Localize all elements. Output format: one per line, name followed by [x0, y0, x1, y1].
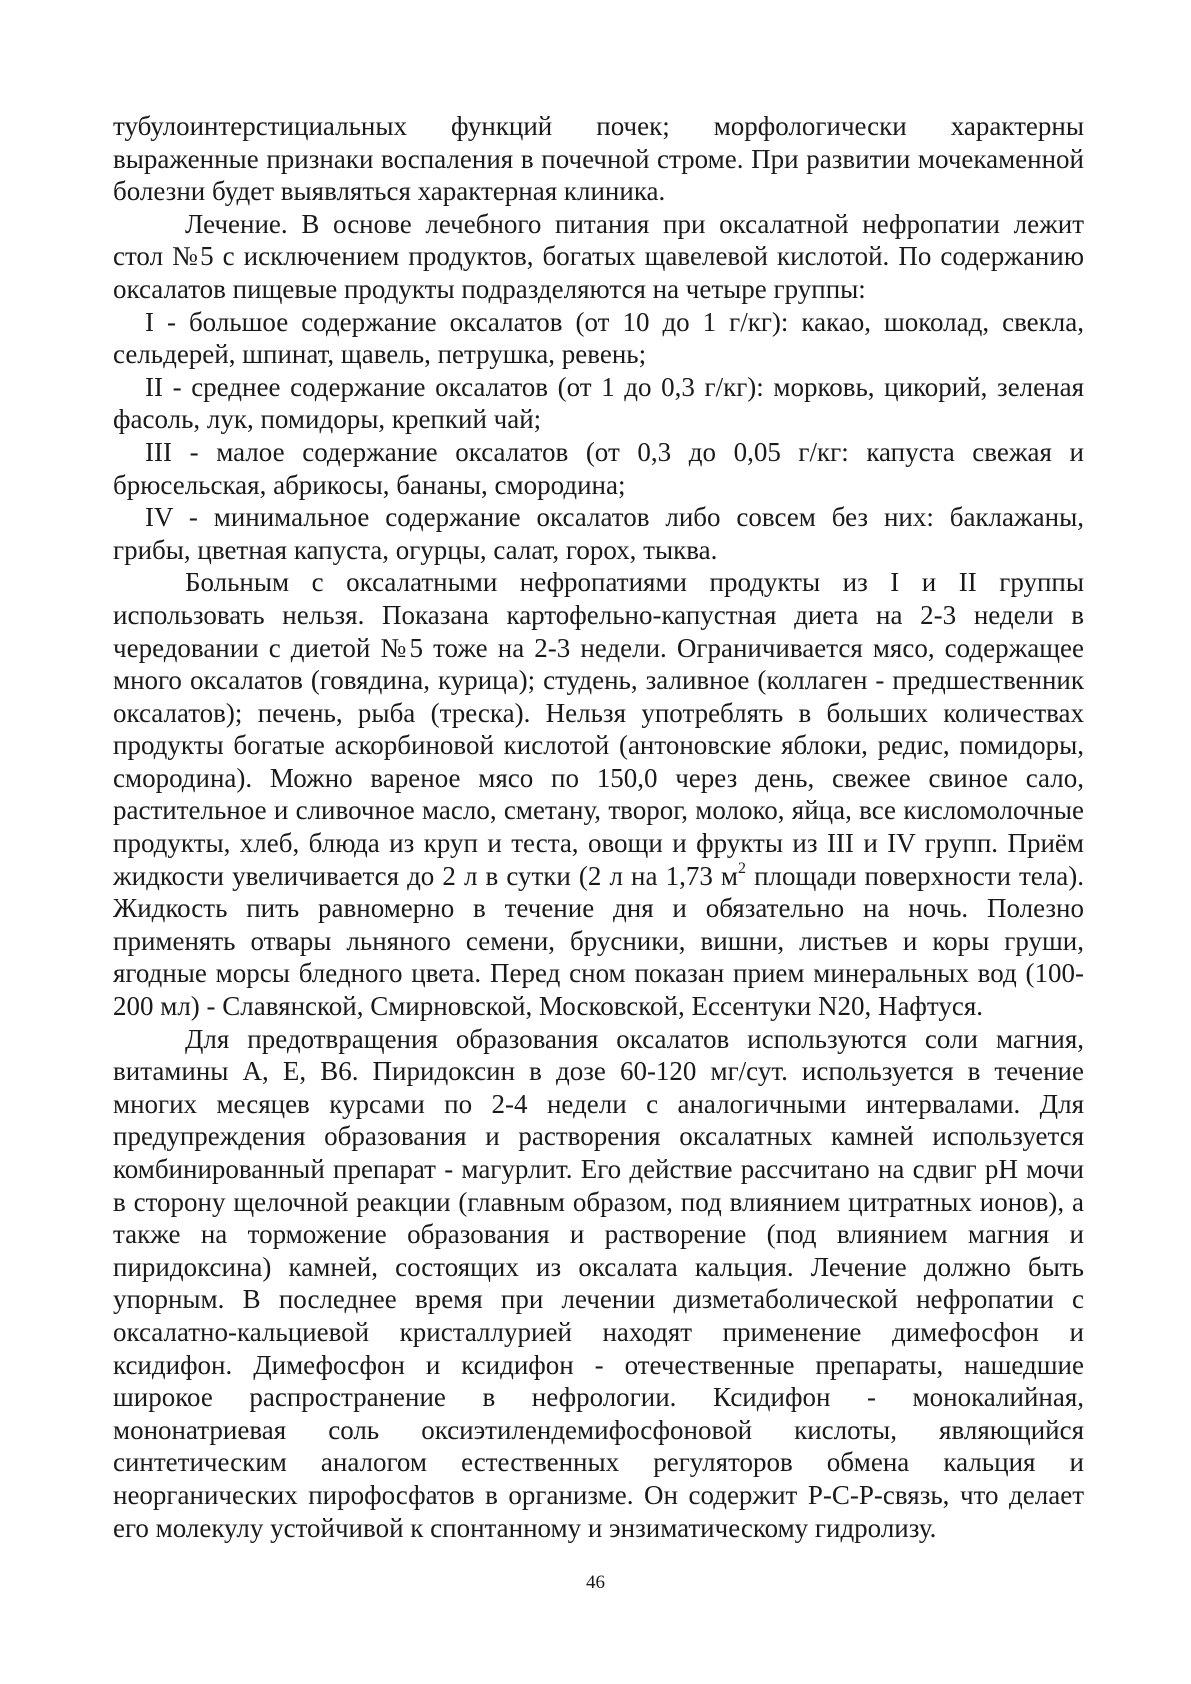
paragraph-prevention: Для предотвращения образования оксалатов используются соли магния, витамины А, Е, В6. Пиридоксин в дозе 60-120 мг/сут. используется в течение многих месяцев курсами по 2-4 недели с аналогичными интервалами. Для предупреждения образования и растворения оксалатных камней используется комбинированный препарат - магурлит. Его действие рассчитано на сдвиг рН мочи в сторону щелочной реакции (главным образом, под влиянием цитратных ионов), а также на торможение образования и растворение (под влиянием магния и пиридоксина) камней, состоящих из оксалата кальция. Лечение должно быть упорным. В последнее время при лечении дизметаболической нефропатии с оксалатно-кальциевой кристаллурией находят применение димефосфон и ксидифон. Димефосфон и ксидифон - отечественные препараты, нашедшие широкое распространение в нефрологии. Ксидифон - монокалийная, мононатриевая соль оксиэтилендемифосфоновой кислоты, являющийся синтетическим аналогом естественных регуляторов обмена кальция и неорганических пирофосфатов в организме. Он содержит Р-С-Р-связь, что делает его молекулу устойчивой к спонтанному и энзиматическому гидролизу.: [113, 1023, 1084, 1543]
list-item-group-3: III - малое содержание оксалатов (от 0,3 до 0,05 г/кг: капуста свежая и брюсельская, абрикосы, бананы, смородина;: [113, 436, 1084, 500]
list-item-group-1: I - большое содержание оксалатов (от 10 до 1 г/кг): какао, шоколад, свекла, сельдерей, шпинат, щавель, петрушка, ревень;: [113, 306, 1084, 370]
paragraph-diet-text-after: площади поверхности тела). Жидкость пить равномерно в течение дня и обязательно на ночь. Полезно применять отвары льняного семени, брусники, вишни, листьев и коры груши, ягодные морсы бледного цвета. Перед сном показан прием минеральных вод (100-200 мл) - Славянской, Смирновской, Московской, Ессентуки N20, Нафтуся.: [113, 860, 1084, 1022]
page-number: 46: [586, 1572, 605, 1593]
page-body: [113, 110, 1084, 1544]
paragraph-diet-text-before: Больным с оксалатными нефропатиями продукты из I и II группы использовать нельзя. Показана картофельно-капустная диета на 2-3 недели в чередовании с диетой №5 тоже на 2-3 недели. Ограничивается мясо, содержащее много оксалатов (говядина, курица); студень, заливное (коллаген - предшественник оксалатов); печень, рыба (треска). Нельзя употреблять в больших количествах продукты богатые аскорбиновой кислотой (антоновские яблоки, редис, помидоры, смородина). Можно вареное мясо по 150,0 через день, свежее свиное сало, растительное и сливочное масло, сметану, творог, молоко, яйца, все кисломолочные продукты, хлеб, блюда из круп и теста, овощи и фрукты из III и IV групп. Приём жидкости увеличивается до 2 л в сутки (2 л на 1,73 м: [113, 567, 1084, 891]
paragraph-diet: [113, 566, 1084, 1022]
list-item-group-4: IV - минимальное содержание оксалатов либо совсем без них: баклажаны, грибы, цветная капуста, огурцы, салат, горох, тыква.: [113, 502, 1084, 565]
superscript-exponent: 2: [738, 859, 746, 877]
paragraph-intro-continuation: тубулоинтерстициальных функций почек; морфологически характерны выраженные признаки воспаления в почечной строме. При развитии мочекаменной болезни будет выявляться характерная клиника.: [113, 111, 1084, 207]
list-item-group-2: II - среднее содержание оксалатов (от 1 до 0,3 г/кг): морковь, цикорий, зеленая фасоль, лук, помидоры, крепкий чай;: [113, 371, 1084, 435]
paragraph-treatment: Лечение. В основе лечебного питания при оксалатной нефропатии лежит стол №5 с исключением продуктов, богатых щавелевой кислотой. По содержанию оксалатов пищевые продукты подразделяются на четыре группы:: [113, 208, 1084, 304]
